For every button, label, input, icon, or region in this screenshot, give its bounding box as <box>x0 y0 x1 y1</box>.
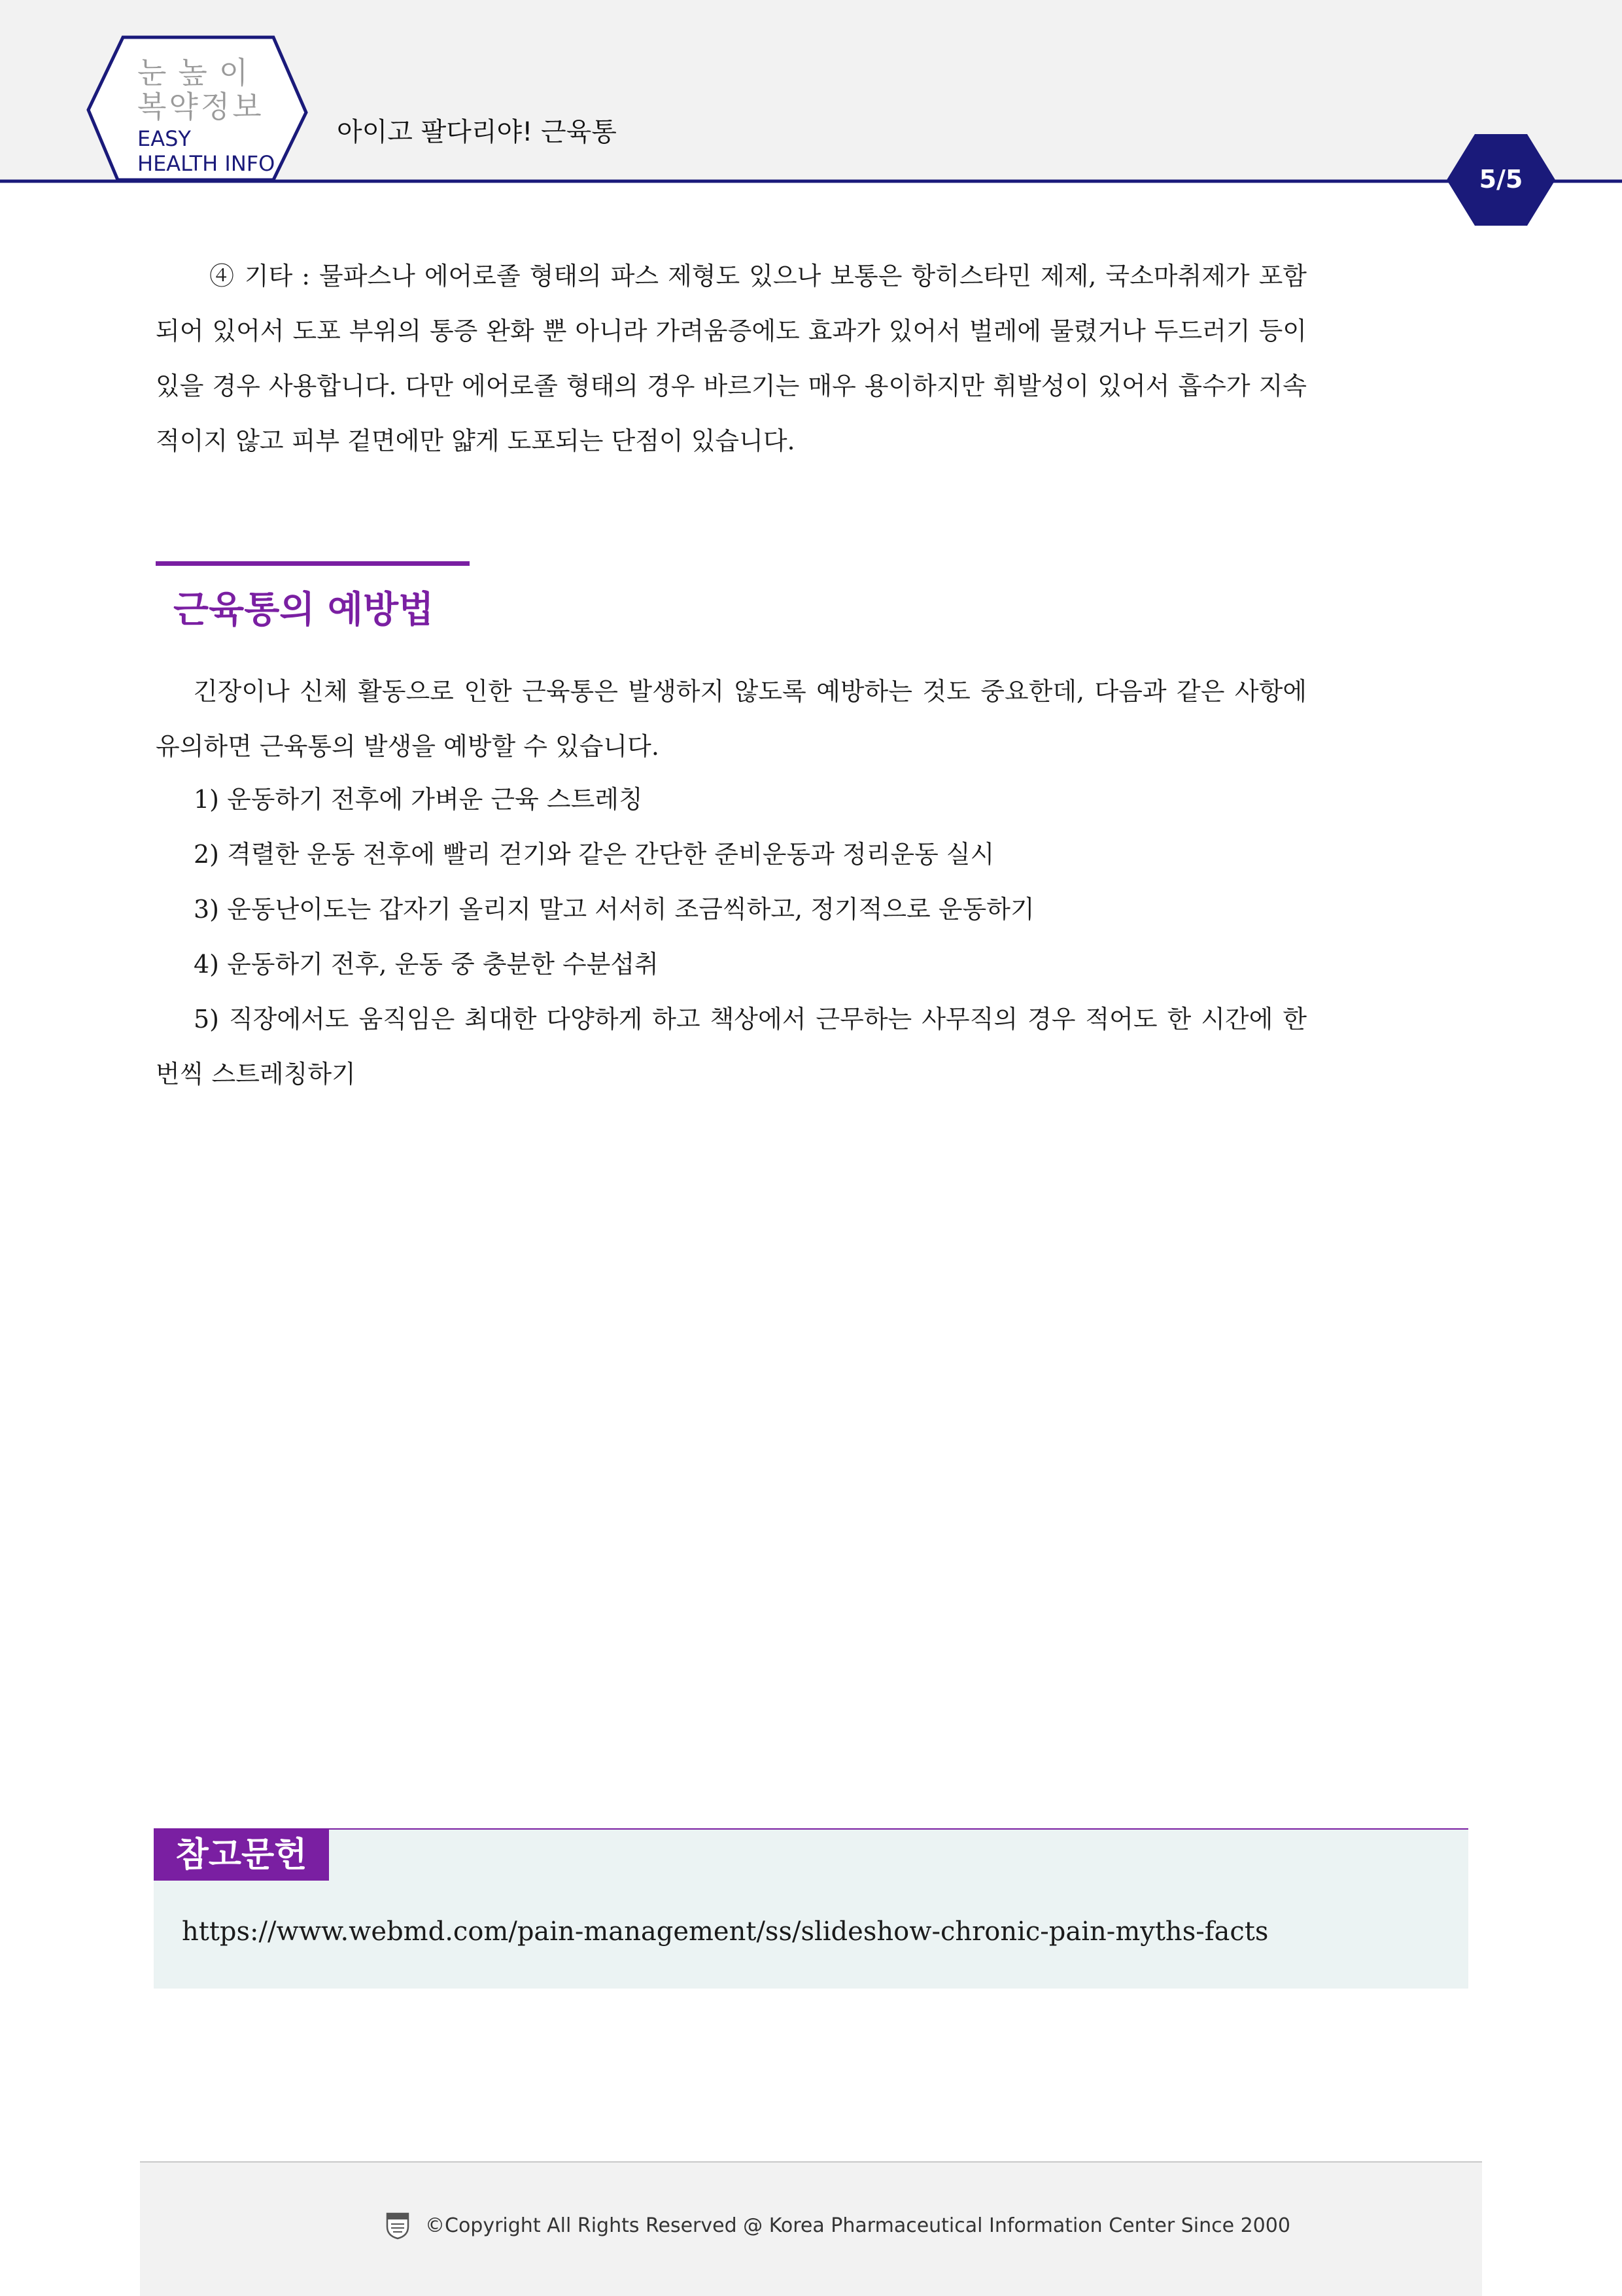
references-label: 참고문헌 <box>154 1830 329 1881</box>
logo-korean-line1: 눈높이 <box>137 55 260 90</box>
footer-copyright: ©Copyright All Rights Reserved @ Korea Pharmaceutical Information Center Since 2000 <box>425 2214 1290 2237</box>
references-box <box>154 1828 1468 1989</box>
logo-english-line2: HEALTH INFO <box>137 151 275 176</box>
logo-korean-line2: 복약정보 <box>137 89 264 124</box>
prevention-list-item-5: 5) 직장에서도 움직임은 최대한 다양하게 하고 책상에서 근무하는 사무직의 경우 적어도 한 시간에 한 번씩 스트레칭하기 <box>156 1005 1307 1088</box>
kpic-emblem-icon <box>385 2211 411 2240</box>
page-indicator: 5/5 <box>1479 165 1523 194</box>
prevention-list-item-1: 1) 운동하기 전후에 가벼운 근육 스트레칭 <box>194 785 643 814</box>
section-rule <box>156 561 470 566</box>
other-formulation-paragraph: ④ 기타 : 물파스나 에어로졸 형태의 파스 제형도 있으나 보통은 항히스타민 제제, 국소마취제가 포함되어 있어서 도포 부위의 통증 완화 뿐 아니라 가려움증에도 효과가 있어서 벌레에 물렸거나 두드러기 등이 있을 경우 사용합니다. 다만 에어로졸 형태의 경우 바르기는 매우 용이하지만 휘발성이 있어서 흡수가 지속적이지 않고 피부 겉면에만 얇게 도포되는 단점이 있습니다. <box>156 262 1307 455</box>
section-title: 근육통의 예방법 <box>173 589 434 631</box>
prevention-list-item-3: 3) 운동난이도는 갑자기 올리지 말고 서서히 조금씩하고, 정기적으로 운동하기 <box>194 895 1035 924</box>
prevention-list-item-4: 4) 운동하기 전후, 운동 중 충분한 수분섭취 <box>194 950 659 979</box>
logo-english-line1: EASY <box>137 126 191 151</box>
document-title: 아이고 팔다리야! 근육통 <box>337 117 617 147</box>
reference-link[interactable]: https://www.webmd.com/pain-management/ss/slideshow-chronic-pain-myths-facts <box>182 1917 1269 1947</box>
prevention-intro-paragraph: 긴장이나 신체 활동으로 인한 근육통은 발생하지 않도록 예방하는 것도 중요한데, 다음과 같은 사항에 유의하면 근육통의 발생을 예방할 수 있습니다. <box>156 677 1307 761</box>
prevention-list-item-2: 2) 격렬한 운동 전후에 빨리 걷기와 같은 간단한 준비운동과 정리운동 실시 <box>194 840 995 869</box>
